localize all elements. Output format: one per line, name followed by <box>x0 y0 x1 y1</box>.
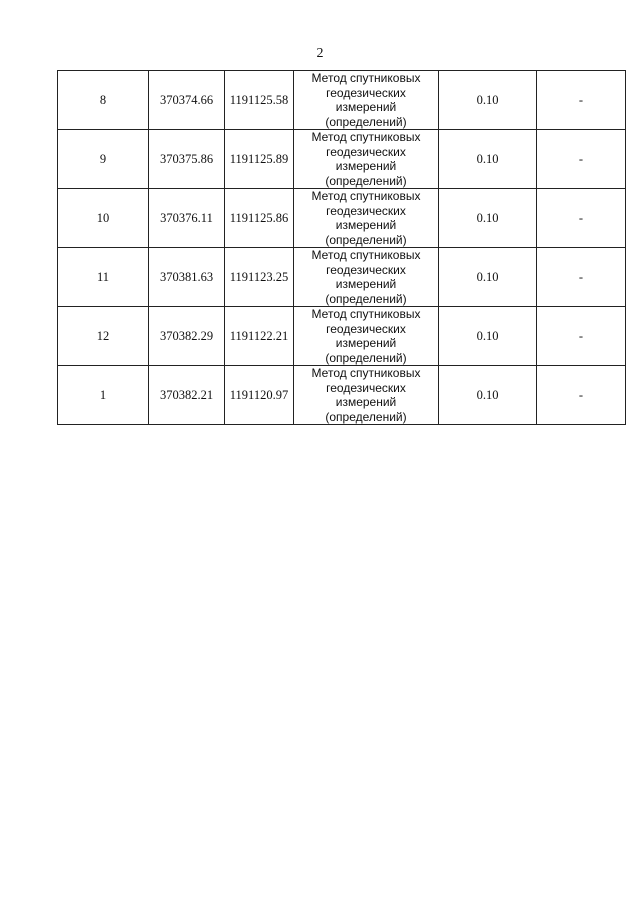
x-coordinate-cell: 370382.21 <box>149 366 225 425</box>
table-row <box>58 307 626 366</box>
description-cell: - <box>537 366 626 425</box>
table-row <box>58 189 626 248</box>
method-line: геодезических измерений <box>326 321 406 350</box>
description-cell: - <box>537 307 626 366</box>
x-coordinate-cell: 370376.11 <box>149 189 225 248</box>
point-number-cell: 12 <box>58 307 149 366</box>
accuracy-cell: 0.10 <box>439 71 537 130</box>
description-cell: - <box>537 130 626 189</box>
method-line: (определений) <box>325 350 407 365</box>
method-line: геодезических измерений <box>326 144 406 173</box>
method-cell <box>294 248 439 307</box>
method-line: геодезических измерений <box>326 262 406 291</box>
method-line: Метод спутниковых <box>311 189 421 203</box>
accuracy-cell: 0.10 <box>439 130 537 189</box>
accuracy-cell: 0.10 <box>439 189 537 248</box>
method-line: Метод спутниковых <box>311 248 421 262</box>
method-line: Метод спутниковых <box>311 307 421 321</box>
y-coordinate-cell: 1191123.25 <box>225 248 294 307</box>
method-line: Метод спутниковых <box>311 366 421 380</box>
method-cell <box>294 130 439 189</box>
point-number-cell: 1 <box>58 366 149 425</box>
point-number-cell: 8 <box>58 71 149 130</box>
accuracy-cell: 0.10 <box>439 248 537 307</box>
y-coordinate-cell: 1191125.58 <box>225 71 294 130</box>
method-line: Метод спутниковых <box>311 130 421 144</box>
point-number-cell: 9 <box>58 130 149 189</box>
method-cell <box>294 366 439 425</box>
y-coordinate-cell: 1191125.89 <box>225 130 294 189</box>
table-row <box>58 130 626 189</box>
x-coordinate-cell: 370374.66 <box>149 71 225 130</box>
method-cell <box>294 189 439 248</box>
method-line: геодезических измерений <box>326 203 406 232</box>
x-coordinate-cell: 370381.63 <box>149 248 225 307</box>
page-number: 2 <box>316 46 324 61</box>
method-line: геодезических измерений <box>326 85 406 114</box>
x-coordinate-cell: 370382.29 <box>149 307 225 366</box>
method-line: Метод спутниковых <box>311 71 421 85</box>
description-cell: - <box>537 189 626 248</box>
y-coordinate-cell: 1191125.86 <box>225 189 294 248</box>
method-line: (определений) <box>325 114 407 129</box>
table-row <box>58 248 626 307</box>
description-cell: - <box>537 71 626 130</box>
accuracy-cell: 0.10 <box>439 366 537 425</box>
point-number-cell: 11 <box>58 248 149 307</box>
method-line: (определений) <box>325 409 407 424</box>
method-line: (определений) <box>325 232 407 247</box>
description-cell: - <box>537 248 626 307</box>
table-row <box>58 71 626 130</box>
y-coordinate-cell: 1191120.97 <box>225 366 294 425</box>
y-coordinate-cell: 1191122.21 <box>225 307 294 366</box>
coordinates-table <box>57 70 626 425</box>
method-cell <box>294 307 439 366</box>
accuracy-cell: 0.10 <box>439 307 537 366</box>
method-line: (определений) <box>325 291 407 306</box>
method-cell <box>294 71 439 130</box>
table-row <box>58 366 626 425</box>
method-line: (определений) <box>325 173 407 188</box>
x-coordinate-cell: 370375.86 <box>149 130 225 189</box>
point-number-cell: 10 <box>58 189 149 248</box>
method-line: геодезических измерений <box>326 380 406 409</box>
